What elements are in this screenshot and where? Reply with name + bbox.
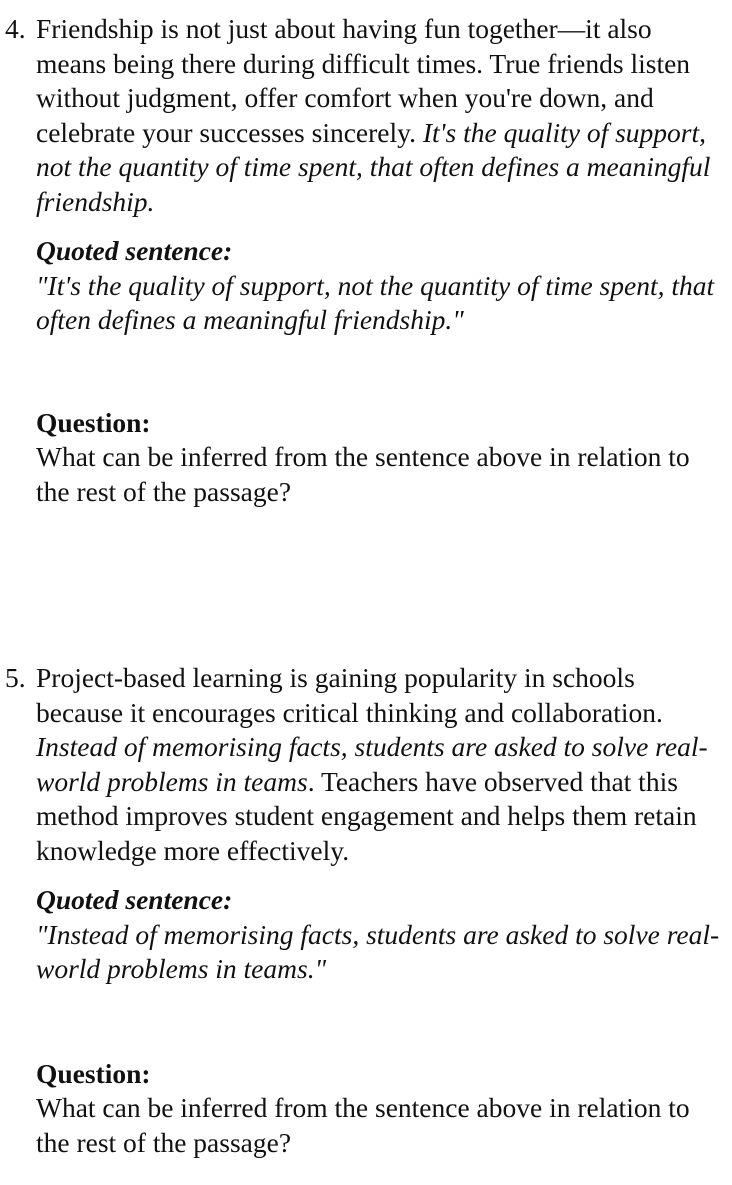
question-text: What can be inferred from the sentence above in relation to the rest of the passage? bbox=[36, 1092, 690, 1158]
passage bbox=[0, 661, 728, 868]
passage-text: Project-based learning is gaining popularity in schools because it encourages critical thinking and collaboration. bbox=[36, 662, 663, 728]
quoted-sentence-label: Quoted sentence: bbox=[36, 884, 233, 915]
question-text: What can be inferred from the sentence above in relation to the rest of the passage? bbox=[36, 441, 690, 507]
passage-quoted-part: Instead of memorising facts, students are asked to solve real-world problems in teams bbox=[36, 731, 708, 797]
passage-text-after: . Teachers have observed that this method improves student engagement and helps them retain knowledge more effectively. bbox=[36, 765, 697, 866]
passage-text: Friendship is not just about having fun together—it also means being there during difficult times. True friends listen without judgment, offer comfort when you're down, and celebrate your successes sincerely. bbox=[36, 13, 691, 148]
quoted-sentence: "Instead of memorising facts, students are asked to solve real-world problems in teams." bbox=[36, 918, 720, 984]
question-item-4 bbox=[0, 12, 728, 509]
quoted-sentence: "It's the quality of support, not the quantity of time spent, that often defines a meaningful friendship." bbox=[36, 269, 715, 335]
item-number: 5. bbox=[5, 662, 26, 693]
question-label: Question: bbox=[36, 1057, 151, 1089]
quoted-sentence-label: Quoted sentence: bbox=[36, 235, 233, 266]
item-number: 4. bbox=[5, 13, 26, 44]
question-label: Question: bbox=[36, 406, 151, 438]
passage-quoted-part: It's the quality of support, not the quantity of time spent, that often defines a meaningful friendship. bbox=[36, 116, 711, 217]
passage bbox=[0, 12, 728, 219]
question-item-5 bbox=[0, 661, 728, 1160]
